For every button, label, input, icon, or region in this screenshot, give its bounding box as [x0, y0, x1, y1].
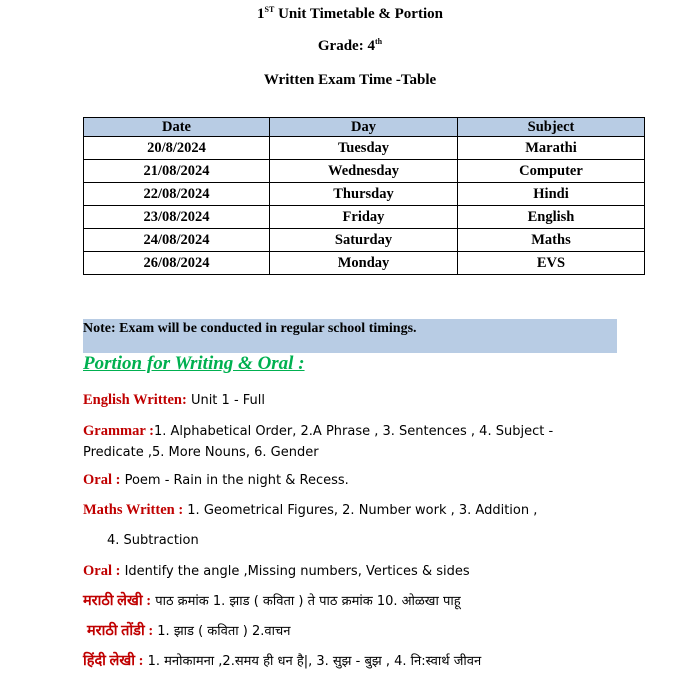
- maths-written-continued: [107, 530, 627, 551]
- column-header-day: Day: [270, 118, 458, 137]
- table-row: [84, 252, 645, 275]
- date-cell: 26/08/2024: [84, 252, 270, 275]
- table-row: [84, 160, 645, 183]
- hindi-written-line: [83, 651, 643, 672]
- subject-cell: Maths: [458, 229, 645, 252]
- table-header-row: [84, 118, 645, 137]
- column-header-date: Date: [84, 118, 270, 137]
- table-row: [84, 137, 645, 160]
- day-cell: Saturday: [270, 229, 458, 252]
- english-oral-line: [83, 470, 603, 491]
- english-written-line: [83, 390, 603, 411]
- date-cell: 23/08/2024: [84, 206, 270, 229]
- section-label: Grammar :: [83, 423, 154, 439]
- maths-written-line: [83, 500, 643, 521]
- section-label: Oral :: [83, 563, 121, 579]
- section-text: पाठ क्रमांक 1. झाड ( कविता ) ते पाठ क्रमांक 10. ओळखा पाहू: [151, 594, 461, 609]
- section-text: Identify the angle ,Missing numbers, Vertices & sides: [120, 564, 470, 579]
- section-text: 4. Subtraction: [107, 533, 199, 548]
- page-title: 1ST Unit Timetable & Portion: [257, 5, 443, 22]
- table-row: [84, 183, 645, 206]
- section-label: Oral :: [83, 472, 121, 488]
- table-row: [84, 206, 645, 229]
- subject-cell: Marathi: [458, 137, 645, 160]
- date-cell: 22/08/2024: [84, 183, 270, 206]
- subject-cell: Computer: [458, 160, 645, 183]
- maths-oral-line: [83, 561, 643, 582]
- subject-cell: Hindi: [458, 183, 645, 206]
- grade-heading: Grade: 4th: [317, 37, 383, 54]
- day-cell: Wednesday: [270, 160, 458, 183]
- portion-heading: Portion for Writing & Oral :: [83, 353, 305, 374]
- marathi-written-line: [83, 591, 643, 612]
- day-cell: Thursday: [270, 183, 458, 206]
- section-label: हिंदी लेखी :: [83, 653, 144, 669]
- subject-cell: English: [458, 206, 645, 229]
- section-label: English Written:: [83, 392, 187, 408]
- section-text: 1. Alphabetical Order, 2.A Phrase , 3. Sentences , 4. Subject - Predicate ,5. More Nouns, 6. Gender: [83, 424, 554, 460]
- section-text: Poem - Rain in the night & Recess.: [120, 473, 349, 488]
- subject-cell: EVS: [458, 252, 645, 275]
- section-text: 1. झाड ( कविता ) 2.वाचन: [153, 624, 291, 639]
- table-row: [84, 229, 645, 252]
- section-label: मराठी लेखी :: [83, 593, 152, 609]
- date-cell: 24/08/2024: [84, 229, 270, 252]
- section-label: मराठी तोंडी :: [87, 623, 154, 639]
- date-cell: 21/08/2024: [84, 160, 270, 183]
- column-header-subject: Subject: [458, 118, 645, 137]
- section-text: 1. मनोकामना ,2.समय ही धन है|, 3. सुझ - बुझ , 4. नि:स्वार्थ जीवन: [143, 654, 482, 669]
- exam-note: Note: Exam will be conducted in regular school timings.: [83, 319, 617, 353]
- day-cell: Monday: [270, 252, 458, 275]
- timetable-subtitle: Written Exam Time -Table: [263, 72, 437, 88]
- date-cell: 20/8/2024: [84, 137, 270, 160]
- day-cell: Tuesday: [270, 137, 458, 160]
- exam-timetable: [83, 117, 645, 275]
- section-text: Unit 1 - Full: [186, 393, 265, 408]
- section-label: Maths Written :: [83, 502, 184, 518]
- grammar-line: [83, 421, 603, 463]
- marathi-oral-line: [87, 621, 607, 642]
- day-cell: Friday: [270, 206, 458, 229]
- section-text: 1. Geometrical Figures, 2. Number work , 3. Addition ,: [183, 503, 538, 518]
